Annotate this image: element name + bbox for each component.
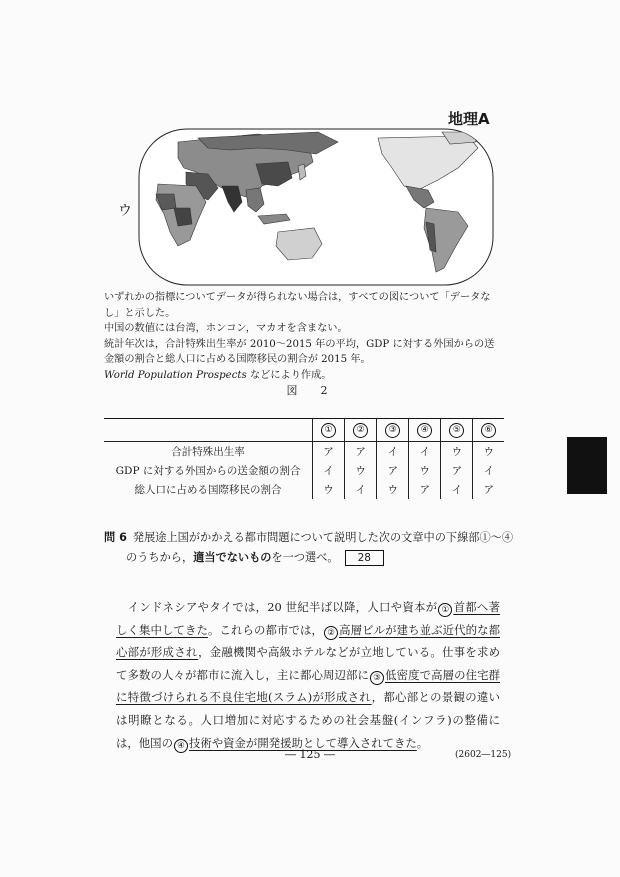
underline-2: 高層ビルが建ち並ぶ近代的な都心部が形成され (116, 622, 500, 660)
table-row (104, 461, 504, 480)
column-6: ⑥ (481, 423, 496, 438)
row-label: 合計特殊出生率 (171, 446, 245, 458)
table-cell: ウ (345, 461, 377, 480)
table-cell: ウ (313, 480, 345, 499)
row-label: GDP に対する外国からの送金額の割合 (115, 465, 301, 477)
column-4: ④ (417, 423, 432, 438)
figure-notes (104, 290, 504, 383)
question-number: 問 6 (104, 531, 127, 544)
table-cell: ア (409, 480, 441, 499)
table-cell: ウ (409, 461, 441, 480)
question-text-2a: のうちから， (126, 551, 194, 564)
underline-4: 技術や資金が開発援助として導入されてきた (188, 735, 417, 750)
world-map (138, 128, 494, 286)
page-number: ― 125 ― (285, 748, 335, 761)
question-text-1: 発展途上国がかかえる都市問題について説明した次の文章中の下線部①～④ (132, 531, 514, 544)
note-years: 統計年次は，合計特殊出生率が 2010～2015 年の平均，GDP に対する外国からの送金額の割合と総人口に占める国際移民の割合が 2015 年。 (104, 338, 495, 365)
passage-segment: 。 (416, 735, 429, 750)
question-emphasis: 適当でないもの (193, 551, 272, 564)
source-title: World Population Prospects (104, 369, 247, 381)
table-corner (104, 419, 313, 442)
table-cell: ア (441, 461, 473, 480)
marker-3: ③ (370, 671, 384, 685)
table-cell: イ (441, 480, 473, 499)
answer-table (104, 418, 504, 499)
column-1: ① (321, 423, 336, 438)
question-text-2b: を一つ選べ。 (271, 551, 339, 564)
table-header-row (104, 419, 504, 442)
passage-segment: ，都心部との景観の違いは明瞭となる。人口増加に対応するための社会基盤(インフラ)の整備には，他国の (116, 690, 500, 750)
table-cell: ア (377, 461, 409, 480)
passage-text (116, 596, 500, 754)
table-cell: ウ (441, 442, 473, 462)
marker-1: ① (438, 603, 452, 617)
page-code: (2602―125) (455, 750, 512, 760)
passage-segment: ，金融機関や高級ホテルなどが立地している。仕事を求めて多数の人々が都市に流入し，主に都心周辺部に (116, 645, 500, 682)
note-no-data: いずれかの指標についてデータが得られない場合は，すべての図について「データなし」と示した。 (104, 292, 491, 319)
table-row (104, 442, 504, 462)
source-rest: などにより作成。 (246, 369, 332, 381)
passage-segment: 。これらの都市では， (208, 622, 323, 637)
table-cell: ウ (473, 442, 504, 462)
subject-title: 地理A (448, 110, 490, 128)
underline-3: 低密度で高層の住宅群に特徴づけられる不良住宅地(スラム)が形成され (116, 667, 500, 705)
column-5: ⑤ (449, 423, 464, 438)
note-source (104, 368, 504, 384)
table-cell: イ (313, 461, 345, 480)
answer-box[interactable]: 28 (345, 550, 384, 566)
question-line-2 (104, 548, 514, 568)
underline-1: 首都へ著しく集中してきた (116, 600, 500, 637)
question-6 (104, 528, 514, 568)
table-cell: イ (409, 442, 441, 462)
marker-2: ② (324, 626, 338, 640)
table-cell: ウ (377, 480, 409, 499)
section-tab-marker (567, 437, 607, 494)
note-china: 中国の数値には台湾，ホンコン，マカオを含まない。 (104, 323, 348, 334)
marker-4: ④ (174, 739, 188, 753)
table-row (104, 480, 504, 499)
table-cell: ア (313, 442, 345, 462)
column-2: ② (353, 423, 368, 438)
passage-indent (116, 600, 128, 614)
map-label: ウ (118, 203, 132, 219)
table-cell: イ (473, 461, 504, 480)
table-cell: ア (345, 442, 377, 462)
table-cell: イ (345, 480, 377, 499)
table-cell: イ (377, 442, 409, 462)
passage-segment: インドネシアやタイでは，20 世紀半ば以降，人口や資本が (127, 600, 438, 614)
column-3: ③ (385, 423, 400, 438)
question-line-1 (104, 528, 514, 548)
table-cell: ア (473, 480, 504, 499)
figure-caption: 図 2 (286, 384, 334, 397)
row-label: 総人口に占める国際移民の割合 (134, 484, 282, 496)
